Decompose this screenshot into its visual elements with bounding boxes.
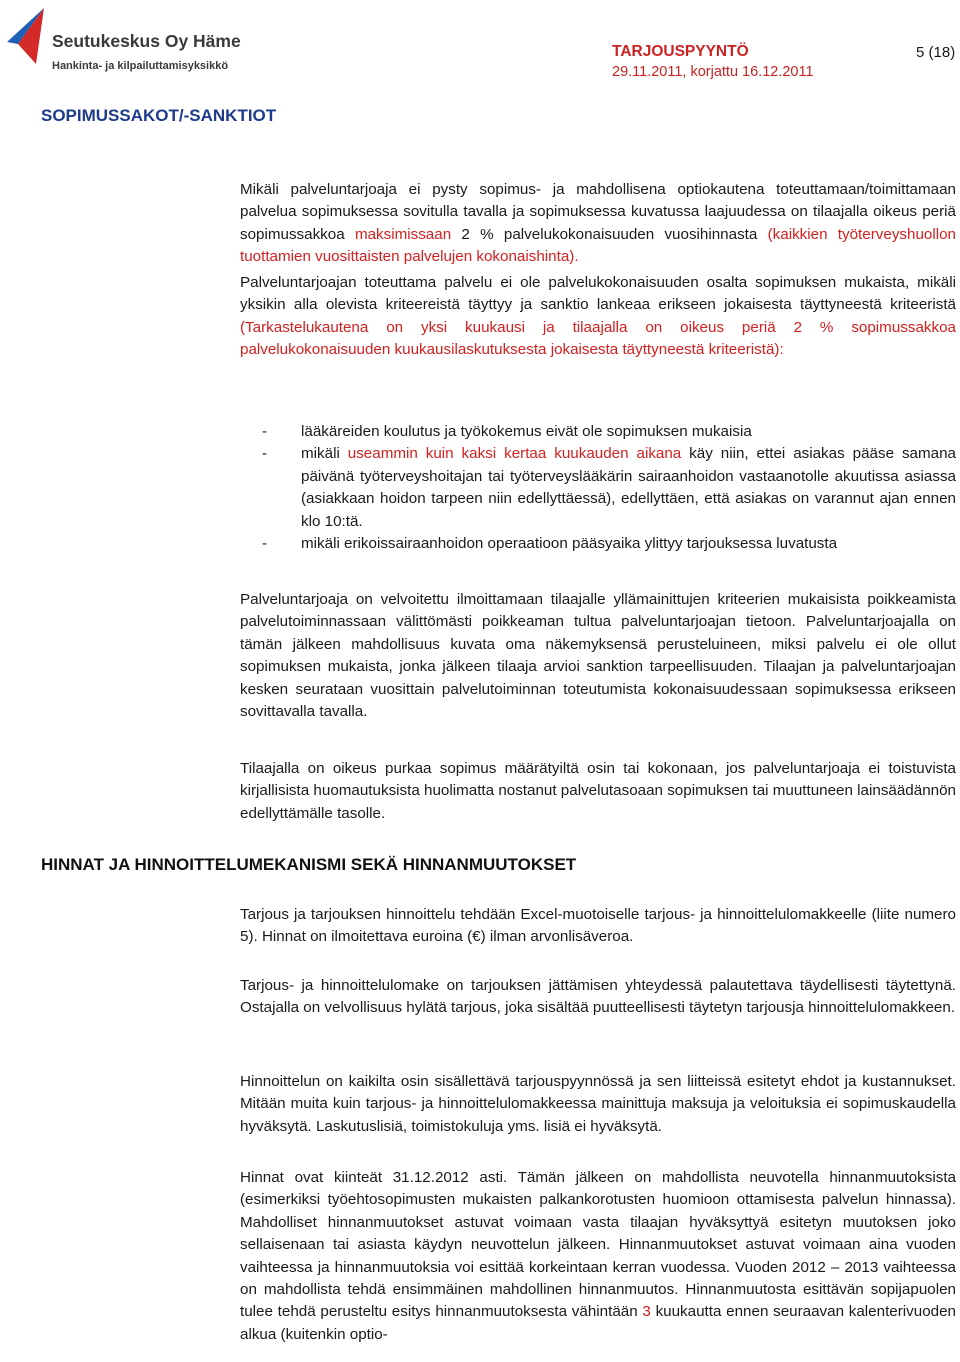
section-heading-prices: HINNAT JA HINNOITTELUMEKANISMI SEKÄ HINNANMUUTOKSET — [41, 855, 577, 874]
list-dash: - — [262, 423, 268, 440]
list-item-text: käy niin, ettei asiakas pääse samana päivänä työterveyshoitajan tai työterveyslääkärin sairaanhoidon vastaanotolle akuutissa asiassa (asiakkaan hoidon tarpeen niin edellyttäessä), edellyttäen, että asiakas on varannut ajan ennen klo 10:tä. — [301, 445, 956, 530]
organization-name: Seutukeskus Oy Häme — [52, 31, 241, 51]
page-number: 5 (18) — [916, 44, 956, 61]
section-heading-sanctions: SOPIMUSSAKOT/-SANKTIOT — [41, 106, 277, 125]
document-date: 29.11.2011, korjattu 16.12.2011 — [612, 64, 814, 80]
list-item — [262, 533, 956, 555]
paragraph-prices-4 — [240, 1167, 956, 1346]
paragraph-prices-2: Tarjous- ja hinnoittelulomake on tarjouksen jättämisen yhteydessä palautettava täydellisesti täytettynä. Ostajalla on velvollisuus hylätä tarjous, joka sisältää puutteellisesti täytetyn tarjousja hinnoittelulomakkeen. — [240, 977, 956, 1017]
paragraph-sanctions-2 — [240, 272, 956, 362]
document-title: TARJOUSPYYNTÖ — [612, 43, 749, 60]
list-dash: - — [262, 535, 268, 553]
list-item — [262, 421, 956, 443]
paragraph-text: Mikäli palveluntarjoaja ei pysty sopimus- ja mahdollisena optiokautena toteuttamaan/toimittamaan palvelua sopimuksessa sovitulla tavalla ja sopimuksessa kuvatussa laajuudessa on tilaajalla oikeus periä sopimussakkoa — [240, 181, 956, 243]
paragraph-sanctions-3: Palveluntarjoaja on velvoitettu ilmoittamaan tilaajalle yllämainittujen kriteerien mukaisista poikkeamista palvelutoiminnassaan välittömästi poikkeaman tultua palveluntarjoajan tietoon. Palveluntarjoajalla on tämän jälkeen mahdollisuus kuvata oma näkemyksensä perusteluineen, miksi palvelu ei ole ollut sopimuksen mukaista, jonka jälkeen tilaaja arvioi sanktion tarpeellisuuden. Tilaajan ja palveluntarjoajan kesken seurataan vuosittain palvelutoiminnan toteutumista kokonaisuudessaan sopimuksessa erikseen sovittavalla tavalla. — [240, 591, 956, 721]
criteria-list — [262, 421, 956, 555]
paragraph-prices-1: Tarjous ja tarjouksen hinnoittelu tehdään Excel-muotoiselle tarjous- ja hinnoittelulomakkeelle (liite numero 5). Hinnat on ilmoitettava euroina (€) ilman arvonlisäveroa. — [240, 906, 956, 946]
highlight-text: maksimissaan — [354, 225, 452, 243]
company-logo-icon — [4, 4, 52, 66]
list-item-text: mikäli — [301, 445, 348, 463]
highlight-text: useammin kuin kaksi kertaa kuukauden aikana — [347, 445, 682, 463]
paragraph-text: 2 % palvelukokonaisuuden vuosihinnasta — [451, 225, 768, 243]
list-dash: - — [262, 445, 268, 463]
paragraph-text: kuukautta ennen seuraavan kalenterivuoden alkua (kuitenkin optio- — [240, 1303, 956, 1343]
list-item-text: mikäli erikoissairaanhoidon operaatioon pääsyaika ylittyy tarjouksessa luvatusta — [301, 535, 838, 553]
paragraph-sanctions-1 — [240, 179, 956, 269]
paragraph-sanctions-4: Tilaajalla on oikeus purkaa sopimus määrätyiltä osin tai kokonaan, jos palveluntarjoaja ei toistuvista kirjallisista huomautuksista huolimatta nostanut palvelutasoaan sopimuksen tai muuttuneen lainsäädännön edellyttämälle tasolle. — [240, 760, 956, 822]
list-item — [262, 443, 956, 533]
highlight-text: (Tarkastelukautena on yksi kuukausi ja tilaajalla on oikeus periä 2 % sopimussakkoa palvelukokonaisuuden kuukausilaskutuksesta jokaisesta täyttyneestä kriteeristä): — [240, 318, 956, 359]
paragraph-text: Hinnat ovat kiinteät 31.12.2012 asti. Tämän jälkeen on mahdollista neuvotella hinnanmuutoksista (esimerkiksi työehtosopimusten mukaisten palkankorotusten huomioon ottamisesta palvelun hinnassa). Mahdolliset hinnanmuutokset astuvat voimaan vasta tilaajan hyväksyttyä esitetyn muutoksen joko sellaisenaan tai asiasta käydyn neuvottelun jälkeen. Hinnanmuutokset astuvat voimaan aina vuoden vaihteessa ja hinnanmuutoksia voi esittää korkeintaan kerran vuodessa. Vuoden 2012 – 2013 vaihteessa on mahdollista tehdä ensimmäinen mahdollinen hinnanmuutos. Hinnanmuutosta esittävän sopijapuolen tulee tehdä perusteltu esitys hinnanmuutoksesta vähintään — [240, 1169, 956, 1321]
highlight-text: (kaikkien työterveyshuollon tuottamien vuosittaisten palvelujen kokonaishinta). — [240, 225, 956, 266]
list-item-text: lääkäreiden koulutus ja työkokemus eivät ole sopimuksen mukaisia — [301, 423, 752, 440]
highlight-text: 3 — [642, 1303, 651, 1321]
paragraph-prices-3: Hinnoittelun on kaikilta osin sisällettävä tarjouspyynnössä ja sen liitteissä esitetyt ehdot ja kustannukset. Mitään muita kuin tarjous- ja hinnoittelulomakkeessa mainittuja maksuja ja veloituksia ei sopimuskaudella hyväksytä. Laskutuslisiä, toimistokuluja yms. lisiä ei hyväksytä. — [240, 1073, 956, 1135]
organization-unit: Hankinta- ja kilpailuttamisyksikkö — [52, 60, 229, 72]
paragraph-text: Palveluntarjoajan toteuttama palvelu ei ole palvelukokonaisuuden osalta sopimuksen mukaista, mikäli yksikin alla olevista kriteereistä täyttyy ja sanktio lankeaa erikseen jokaisesta täyttyneestä kriteeristä — [240, 274, 956, 314]
